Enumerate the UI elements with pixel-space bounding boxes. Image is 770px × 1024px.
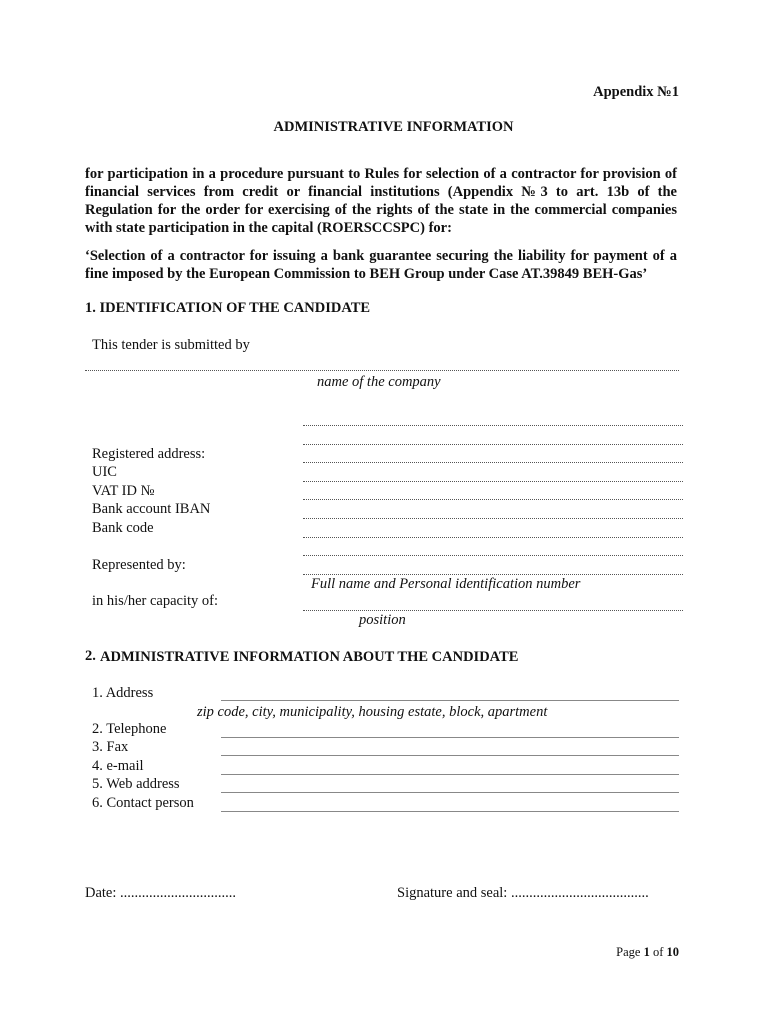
web-address-field[interactable] [221, 792, 679, 793]
represented-by-field-2[interactable] [303, 574, 683, 575]
registered-address-field-1[interactable] [303, 425, 683, 426]
registered-address-field-2[interactable] [303, 444, 683, 445]
position-caption: position [359, 612, 406, 628]
fax-label: 3. Fax [92, 739, 129, 755]
section-2-number: 2. [85, 648, 96, 664]
contact-person-label: 6. Contact person [92, 795, 194, 811]
position-field[interactable] [303, 610, 683, 611]
total-pages: 10 [666, 945, 679, 959]
appendix-label: Appendix №1 [593, 84, 679, 100]
date-field[interactable]: Date: ................................ [85, 885, 237, 901]
intro-paragraph: for participation in a procedure pursuant to Rules for selection of a contractor for provision of financial services from credit or financial institutions (Appendix №3 to art. 13b of the Regulation for the order for exercising of the rights of the state in the commercial companies with state participation in the capital (ROERSCCSPC) for: [85, 166, 677, 236]
web-address-label: 5. Web address [92, 776, 180, 792]
document-title: ADMINISTRATIVE INFORMATION [273, 119, 514, 135]
email-label: 4. e-mail [92, 758, 144, 774]
represented-by-label: Represented by: [92, 557, 186, 573]
signature-seal-field[interactable]: Signature and seal: ...................................... [397, 885, 649, 901]
address-caption: zip code, city, municipality, housing estate, block, apartment [197, 704, 548, 720]
telephone-label: 2. Telephone [92, 721, 167, 737]
vat-id-field[interactable] [303, 481, 683, 482]
vat-id-label: VAT ID № [92, 483, 155, 499]
page-number [616, 945, 679, 960]
represented-by-field-1[interactable] [303, 555, 683, 556]
section-2-heading: ADMINISTRATIVE INFORMATION ABOUT THE CANDIDATE [100, 649, 519, 665]
uic-label: UIC [92, 464, 117, 480]
page-word: Page [616, 945, 641, 959]
of-word: of [652, 945, 664, 959]
contact-person-field[interactable] [221, 811, 679, 812]
capacity-label: in his/her capacity of: [92, 593, 219, 609]
tender-subject-paragraph: ‘Selection of a contractor for issuing a bank guarantee securing the liability for payment of a fine imposed by the European Commission to BEH Group under Case AT.39849 BEH-Gas’ [85, 248, 677, 282]
submitted-by-label: This tender is submitted by [92, 337, 250, 353]
bank-code-field[interactable] [303, 518, 683, 519]
telephone-field[interactable] [221, 737, 679, 738]
uic-field[interactable] [303, 462, 683, 463]
email-field[interactable] [221, 774, 679, 775]
bank-code-label: Bank code [92, 520, 154, 536]
blank-field[interactable] [303, 537, 683, 538]
company-name-caption: name of the company [317, 374, 441, 390]
fax-field[interactable] [221, 755, 679, 756]
bank-account-field[interactable] [303, 499, 683, 500]
current-page: 1 [643, 945, 650, 959]
bank-account-label: Bank account IBAN [92, 501, 211, 517]
section-1-heading: 1. IDENTIFICATION OF THE CANDIDATE [85, 300, 371, 316]
address-field[interactable] [221, 700, 679, 701]
address-label: 1. Address [92, 685, 154, 701]
registered-address-label: Registered address: [92, 446, 206, 462]
company-name-field[interactable] [85, 370, 679, 371]
representative-caption: Full name and Personal identification number [311, 576, 581, 592]
